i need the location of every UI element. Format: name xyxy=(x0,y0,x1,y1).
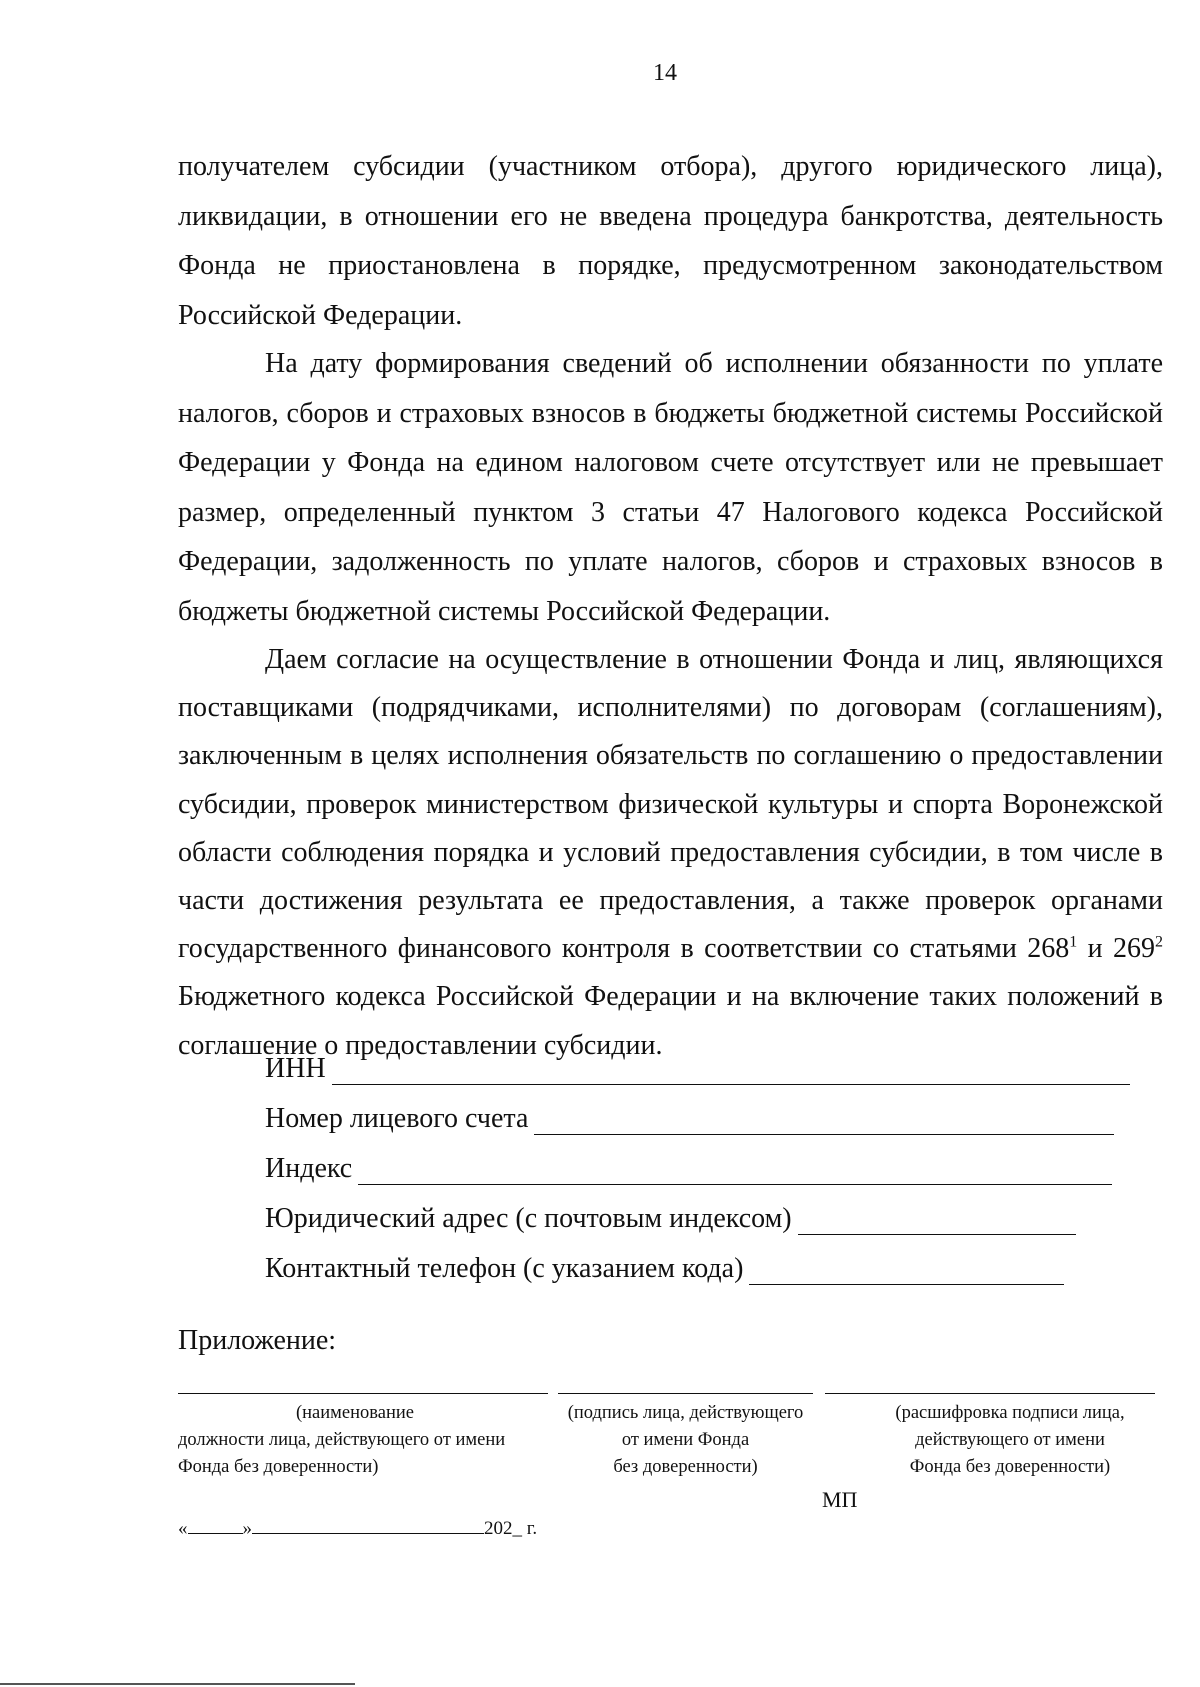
date-month-line[interactable] xyxy=(252,1515,484,1534)
paragraph-3-text-c: Бюджетного кодекса Российской Федерации и на включение таких положений в соглашение о предоставлении субсидии. xyxy=(178,981,1163,1061)
name-signature-line[interactable] xyxy=(825,1393,1155,1394)
stamp-place-label: МП xyxy=(822,1487,858,1512)
signature-line[interactable] xyxy=(558,1393,813,1394)
footnote-ref-1: 1 xyxy=(1069,933,1078,951)
appendix-label: Приложение: xyxy=(178,1325,337,1356)
position-caption-line-2: должности лица, действующего от имени xyxy=(178,1430,506,1450)
address-label: Юридический адрес (с почтовым индексом) xyxy=(265,1203,792,1234)
signature-caption xyxy=(548,1400,823,1481)
inn-label: ИНН xyxy=(265,1053,326,1084)
signature-caption-line-1: (подпись лица, действующего xyxy=(567,1403,804,1423)
date-close-quote: » xyxy=(242,1518,252,1539)
address-field xyxy=(265,1203,1076,1235)
paragraph-3-text-a: Даем согласие на осуществление в отношении Фонда и лиц, являющихся поставщиками (подрядчиками, исполнителями) по договорам (соглашениям), заключенным в целях исполнения обязательств по соглашению о предоставлении субсидии, проверок министерством физической культуры и спорта Воронежской области соблюдения порядка и условий предоставления субсидии, в том числе в части достижения результата ее предоставления, а также проверок органами государственного финансового контроля в соответствии со статьями 268 xyxy=(178,644,1163,965)
index-label: Индекс xyxy=(265,1153,353,1184)
date-day-line[interactable] xyxy=(188,1515,243,1534)
date-open-quote: « xyxy=(178,1518,188,1539)
phone-label: Контактный телефон (с указанием кода) xyxy=(265,1253,744,1284)
account-label: Номер лицевого счета xyxy=(265,1103,529,1134)
account-input-line[interactable] xyxy=(534,1106,1114,1135)
position-caption xyxy=(178,1400,558,1481)
paragraph-1: получателем субсидии (участником отбора), другого юридического лица), ликвидации, в отношении его не введена процедура банкротства, деятельность Фонда не приостановлена в порядке, предусмотренном законодательством Российской Федерации. xyxy=(178,151,1163,331)
address-input-line[interactable] xyxy=(798,1206,1076,1235)
inn-input-line[interactable] xyxy=(332,1056,1130,1085)
phone-input-line[interactable] xyxy=(749,1256,1064,1285)
signature-caption-line-3: без доверенности) xyxy=(613,1457,758,1477)
index-field xyxy=(265,1153,1112,1185)
date-line xyxy=(178,1515,537,1540)
paragraph-3-text-b: и 269 xyxy=(1077,933,1155,965)
account-field xyxy=(265,1103,1114,1135)
paragraph-2: На дату формирования сведений об исполнении обязанности по уплате налогов, сборов и страховых взносов в бюджеты бюджетной системы Российской Федерации у Фонда на едином налоговом счете отсутствует или не превышает размер, определенный пунктом 3 статьи 47 Налогового кодекса Российской Федерации, задолженность по уплате налогов, сборов и страховых взносов в бюджеты бюджетной системы Российской Федерации. xyxy=(178,348,1163,627)
date-year: 202_ г. xyxy=(484,1518,538,1539)
inn-field xyxy=(265,1053,1130,1085)
footnote-ref-2: 2 xyxy=(1155,933,1163,951)
signature-caption-line-2: от имени Фонда xyxy=(621,1430,750,1450)
name-caption-line-3: Фонда без доверенности) xyxy=(909,1457,1111,1477)
paragraph-3 xyxy=(178,636,1163,1070)
position-signature-line[interactable] xyxy=(178,1393,548,1394)
page-number: 14 xyxy=(653,60,677,86)
index-input-line[interactable] xyxy=(358,1156,1112,1185)
position-caption-line-1: (наименование xyxy=(296,1403,414,1423)
name-caption-line-2: действующего от имени xyxy=(915,1430,1105,1450)
position-caption-line-3: Фонда без доверенности) xyxy=(178,1457,379,1477)
footnote-separator xyxy=(0,1683,355,1685)
name-caption-line-1: (расшифровка подписи лица, xyxy=(895,1403,1125,1423)
name-caption xyxy=(865,1400,1155,1481)
phone-field xyxy=(265,1253,1064,1285)
